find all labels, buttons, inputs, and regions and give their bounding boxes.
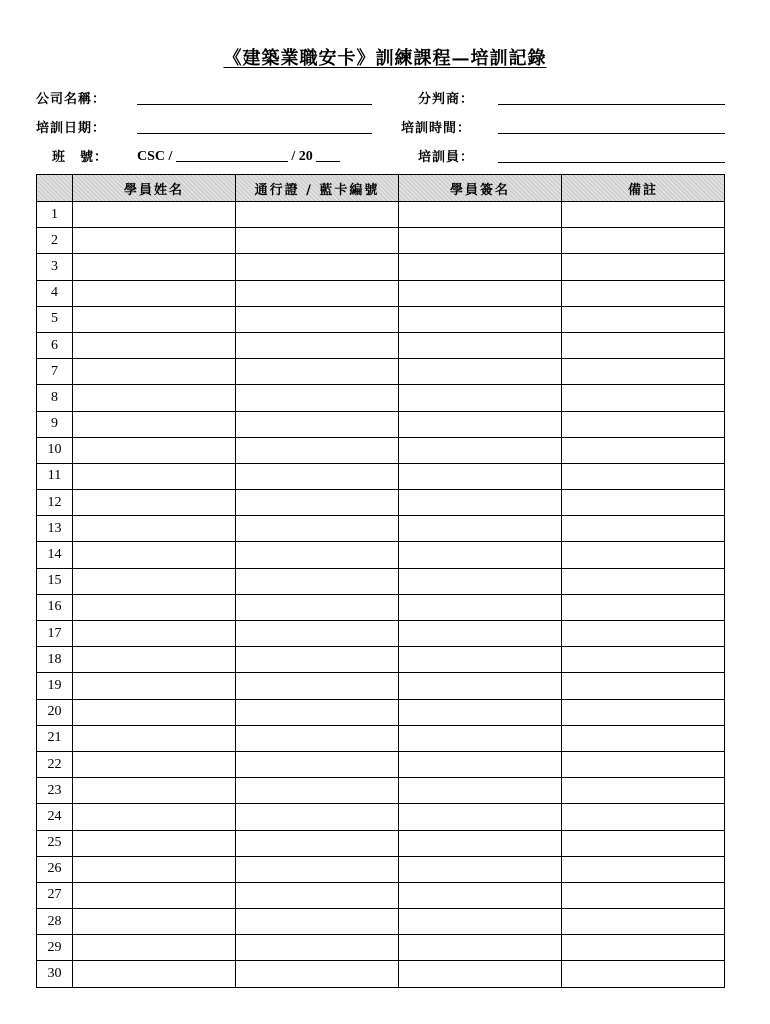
row-number: 29 — [37, 935, 73, 961]
student-name-cell[interactable] — [73, 228, 236, 254]
signature-cell[interactable] — [399, 935, 562, 961]
signature-cell[interactable] — [399, 621, 562, 647]
student-name-cell[interactable] — [73, 725, 236, 751]
header-student-signature: 學員簽名 — [399, 175, 562, 202]
card-number-cell[interactable] — [236, 725, 399, 751]
row-number: 22 — [37, 751, 73, 777]
row-number: 13 — [37, 516, 73, 542]
card-number-cell[interactable] — [236, 856, 399, 882]
header-student-name: 學員姓名 — [73, 175, 236, 202]
signature-cell[interactable] — [399, 673, 562, 699]
card-number-cell[interactable] — [236, 778, 399, 804]
remarks-cell[interactable] — [562, 516, 725, 542]
signature-cell[interactable] — [399, 437, 562, 463]
student-name-cell[interactable] — [73, 516, 236, 542]
company-label: 公司名稱： — [36, 92, 107, 107]
row-number: 4 — [37, 280, 73, 306]
row-number: 11 — [37, 463, 73, 489]
row-number: 1 — [37, 202, 73, 228]
table-row — [37, 202, 725, 228]
signature-cell[interactable] — [399, 490, 562, 516]
class-year-blank[interactable] — [316, 147, 340, 162]
class-number-field[interactable] — [137, 147, 340, 165]
card-number-cell[interactable] — [236, 202, 399, 228]
remarks-cell[interactable] — [562, 621, 725, 647]
table-row — [37, 830, 725, 856]
card-number-cell[interactable] — [236, 961, 399, 987]
student-name-cell[interactable] — [73, 673, 236, 699]
table-row — [37, 856, 725, 882]
remarks-cell[interactable] — [562, 961, 725, 987]
row-number: 14 — [37, 542, 73, 568]
date-row — [0, 117, 770, 139]
card-number-cell[interactable] — [236, 437, 399, 463]
table-row — [37, 437, 725, 463]
student-name-cell[interactable] — [73, 280, 236, 306]
remarks-cell[interactable] — [562, 202, 725, 228]
table-row — [37, 699, 725, 725]
table-row — [37, 882, 725, 908]
attendance-table — [36, 174, 725, 988]
card-number-cell[interactable] — [236, 673, 399, 699]
signature-cell[interactable] — [399, 830, 562, 856]
signature-cell[interactable] — [399, 280, 562, 306]
row-number: 2 — [37, 228, 73, 254]
table-row — [37, 909, 725, 935]
card-number-cell[interactable] — [236, 411, 399, 437]
signature-cell[interactable] — [399, 568, 562, 594]
row-number: 24 — [37, 804, 73, 830]
row-number: 9 — [37, 411, 73, 437]
header-number — [37, 175, 73, 202]
row-number: 30 — [37, 961, 73, 987]
remarks-cell[interactable] — [562, 699, 725, 725]
header-remarks: 備註 — [562, 175, 725, 202]
signature-cell[interactable] — [399, 594, 562, 620]
remarks-cell[interactable] — [562, 778, 725, 804]
company-field[interactable] — [137, 88, 372, 105]
card-number-cell[interactable] — [236, 516, 399, 542]
student-name-cell[interactable] — [73, 463, 236, 489]
signature-cell[interactable] — [399, 228, 562, 254]
student-name-cell[interactable] — [73, 961, 236, 987]
trainer-field[interactable] — [498, 146, 725, 163]
row-number: 27 — [37, 882, 73, 908]
row-number: 17 — [37, 621, 73, 647]
row-number: 26 — [37, 856, 73, 882]
student-name-cell[interactable] — [73, 594, 236, 620]
table-row — [37, 411, 725, 437]
remarks-cell[interactable] — [562, 542, 725, 568]
card-number-cell[interactable] — [236, 463, 399, 489]
student-name-cell[interactable] — [73, 621, 236, 647]
table-row — [37, 254, 725, 280]
row-number: 19 — [37, 673, 73, 699]
remarks-cell[interactable] — [562, 463, 725, 489]
remarks-cell[interactable] — [562, 673, 725, 699]
table-row — [37, 385, 725, 411]
form-title-text: 《建築業職安卡》訓練課程—培訓記錄 — [223, 48, 547, 69]
signature-cell[interactable] — [399, 516, 562, 542]
class-number-label: 班 號： — [52, 150, 109, 165]
training-date-field[interactable] — [137, 117, 372, 134]
student-name-cell[interactable] — [73, 909, 236, 935]
signature-cell[interactable] — [399, 254, 562, 280]
row-number: 8 — [37, 385, 73, 411]
card-number-cell[interactable] — [236, 359, 399, 385]
signature-cell[interactable] — [399, 961, 562, 987]
class-year-prefix: / 20 — [291, 149, 313, 164]
student-name-cell[interactable] — [73, 751, 236, 777]
card-number-cell[interactable] — [236, 332, 399, 358]
student-name-cell[interactable] — [73, 935, 236, 961]
table-row — [37, 463, 725, 489]
student-name-cell[interactable] — [73, 830, 236, 856]
table-header-row — [37, 175, 725, 202]
table-row — [37, 804, 725, 830]
student-name-cell[interactable] — [73, 254, 236, 280]
signature-cell[interactable] — [399, 359, 562, 385]
student-name-cell[interactable] — [73, 882, 236, 908]
company-row — [0, 88, 770, 110]
signature-cell[interactable] — [399, 751, 562, 777]
remarks-cell[interactable] — [562, 490, 725, 516]
signature-cell[interactable] — [399, 202, 562, 228]
card-number-cell[interactable] — [236, 830, 399, 856]
signature-cell[interactable] — [399, 804, 562, 830]
student-name-cell[interactable] — [73, 647, 236, 673]
training-time-field[interactable] — [498, 117, 725, 134]
student-name-cell[interactable] — [73, 490, 236, 516]
remarks-cell[interactable] — [562, 751, 725, 777]
student-name-cell[interactable] — [73, 306, 236, 332]
remarks-cell[interactable] — [562, 856, 725, 882]
signature-cell[interactable] — [399, 778, 562, 804]
card-number-cell[interactable] — [236, 385, 399, 411]
row-number: 3 — [37, 254, 73, 280]
signature-cell[interactable] — [399, 306, 562, 332]
table-row — [37, 935, 725, 961]
remarks-cell[interactable] — [562, 437, 725, 463]
table-row — [37, 778, 725, 804]
remarks-cell[interactable] — [562, 411, 725, 437]
student-name-cell[interactable] — [73, 332, 236, 358]
card-number-cell[interactable] — [236, 935, 399, 961]
table-row — [37, 228, 725, 254]
card-number-cell[interactable] — [236, 621, 399, 647]
row-number: 28 — [37, 909, 73, 935]
student-name-cell[interactable] — [73, 202, 236, 228]
form-title — [0, 44, 770, 70]
remarks-cell[interactable] — [562, 725, 725, 751]
subcontractor-field[interactable] — [498, 88, 725, 105]
subcontractor-label: 分判商： — [418, 92, 475, 107]
signature-cell[interactable] — [399, 411, 562, 437]
row-number: 18 — [37, 647, 73, 673]
student-name-cell[interactable] — [73, 542, 236, 568]
training-date-label: 培訓日期： — [36, 121, 107, 136]
signature-cell[interactable] — [399, 463, 562, 489]
row-number: 6 — [37, 332, 73, 358]
training-time-label: 培訓時間： — [401, 121, 472, 136]
card-number-cell[interactable] — [236, 542, 399, 568]
row-number: 7 — [37, 359, 73, 385]
student-name-cell[interactable] — [73, 437, 236, 463]
table-row — [37, 725, 725, 751]
student-name-cell[interactable] — [73, 804, 236, 830]
card-number-cell[interactable] — [236, 909, 399, 935]
remarks-cell[interactable] — [562, 254, 725, 280]
table-body — [37, 202, 725, 988]
student-name-cell[interactable] — [73, 778, 236, 804]
row-number: 16 — [37, 594, 73, 620]
remarks-cell[interactable] — [562, 804, 725, 830]
remarks-cell[interactable] — [562, 385, 725, 411]
card-number-cell[interactable] — [236, 306, 399, 332]
remarks-cell[interactable] — [562, 332, 725, 358]
table-row — [37, 751, 725, 777]
signature-cell[interactable] — [399, 332, 562, 358]
card-number-cell[interactable] — [236, 568, 399, 594]
student-name-cell[interactable] — [73, 568, 236, 594]
signature-cell[interactable] — [399, 909, 562, 935]
remarks-cell[interactable] — [562, 359, 725, 385]
signature-cell[interactable] — [399, 542, 562, 568]
header-card-number: 通行證 / 藍卡編號 — [236, 175, 399, 202]
trainer-label: 培訓員： — [418, 150, 475, 165]
table-row — [37, 961, 725, 987]
row-number: 21 — [37, 725, 73, 751]
card-number-cell[interactable] — [236, 254, 399, 280]
remarks-cell[interactable] — [562, 594, 725, 620]
remarks-cell[interactable] — [562, 280, 725, 306]
row-number: 25 — [37, 830, 73, 856]
remarks-cell[interactable] — [562, 882, 725, 908]
row-number: 20 — [37, 699, 73, 725]
signature-cell[interactable] — [399, 882, 562, 908]
table-row — [37, 306, 725, 332]
remarks-cell[interactable] — [562, 306, 725, 332]
row-number: 10 — [37, 437, 73, 463]
student-name-cell[interactable] — [73, 385, 236, 411]
table-row — [37, 516, 725, 542]
table-row — [37, 490, 725, 516]
remarks-cell[interactable] — [562, 909, 725, 935]
table-row — [37, 359, 725, 385]
card-number-cell[interactable] — [236, 647, 399, 673]
signature-cell[interactable] — [399, 725, 562, 751]
row-number: 12 — [37, 490, 73, 516]
signature-cell[interactable] — [399, 385, 562, 411]
class-code-blank[interactable] — [176, 147, 288, 162]
row-number: 5 — [37, 306, 73, 332]
remarks-cell[interactable] — [562, 830, 725, 856]
class-prefix: CSC / — [137, 149, 173, 164]
card-number-cell[interactable] — [236, 882, 399, 908]
table-row — [37, 594, 725, 620]
student-name-cell[interactable] — [73, 359, 236, 385]
remarks-cell[interactable] — [562, 568, 725, 594]
table-row — [37, 332, 725, 358]
remarks-cell[interactable] — [562, 228, 725, 254]
card-number-cell[interactable] — [236, 490, 399, 516]
signature-cell[interactable] — [399, 856, 562, 882]
card-number-cell[interactable] — [236, 594, 399, 620]
card-number-cell[interactable] — [236, 751, 399, 777]
student-name-cell[interactable] — [73, 856, 236, 882]
card-number-cell[interactable] — [236, 804, 399, 830]
card-number-cell[interactable] — [236, 228, 399, 254]
remarks-cell[interactable] — [562, 647, 725, 673]
row-number: 15 — [37, 568, 73, 594]
student-name-cell[interactable] — [73, 411, 236, 437]
card-number-cell[interactable] — [236, 699, 399, 725]
card-number-cell[interactable] — [236, 280, 399, 306]
row-number: 23 — [37, 778, 73, 804]
table-row — [37, 542, 725, 568]
student-name-cell[interactable] — [73, 699, 236, 725]
signature-cell[interactable] — [399, 647, 562, 673]
table-row — [37, 568, 725, 594]
remarks-cell[interactable] — [562, 935, 725, 961]
table-row — [37, 280, 725, 306]
table-row — [37, 673, 725, 699]
table-row — [37, 647, 725, 673]
signature-cell[interactable] — [399, 699, 562, 725]
table-row — [37, 621, 725, 647]
class-row — [0, 146, 770, 168]
